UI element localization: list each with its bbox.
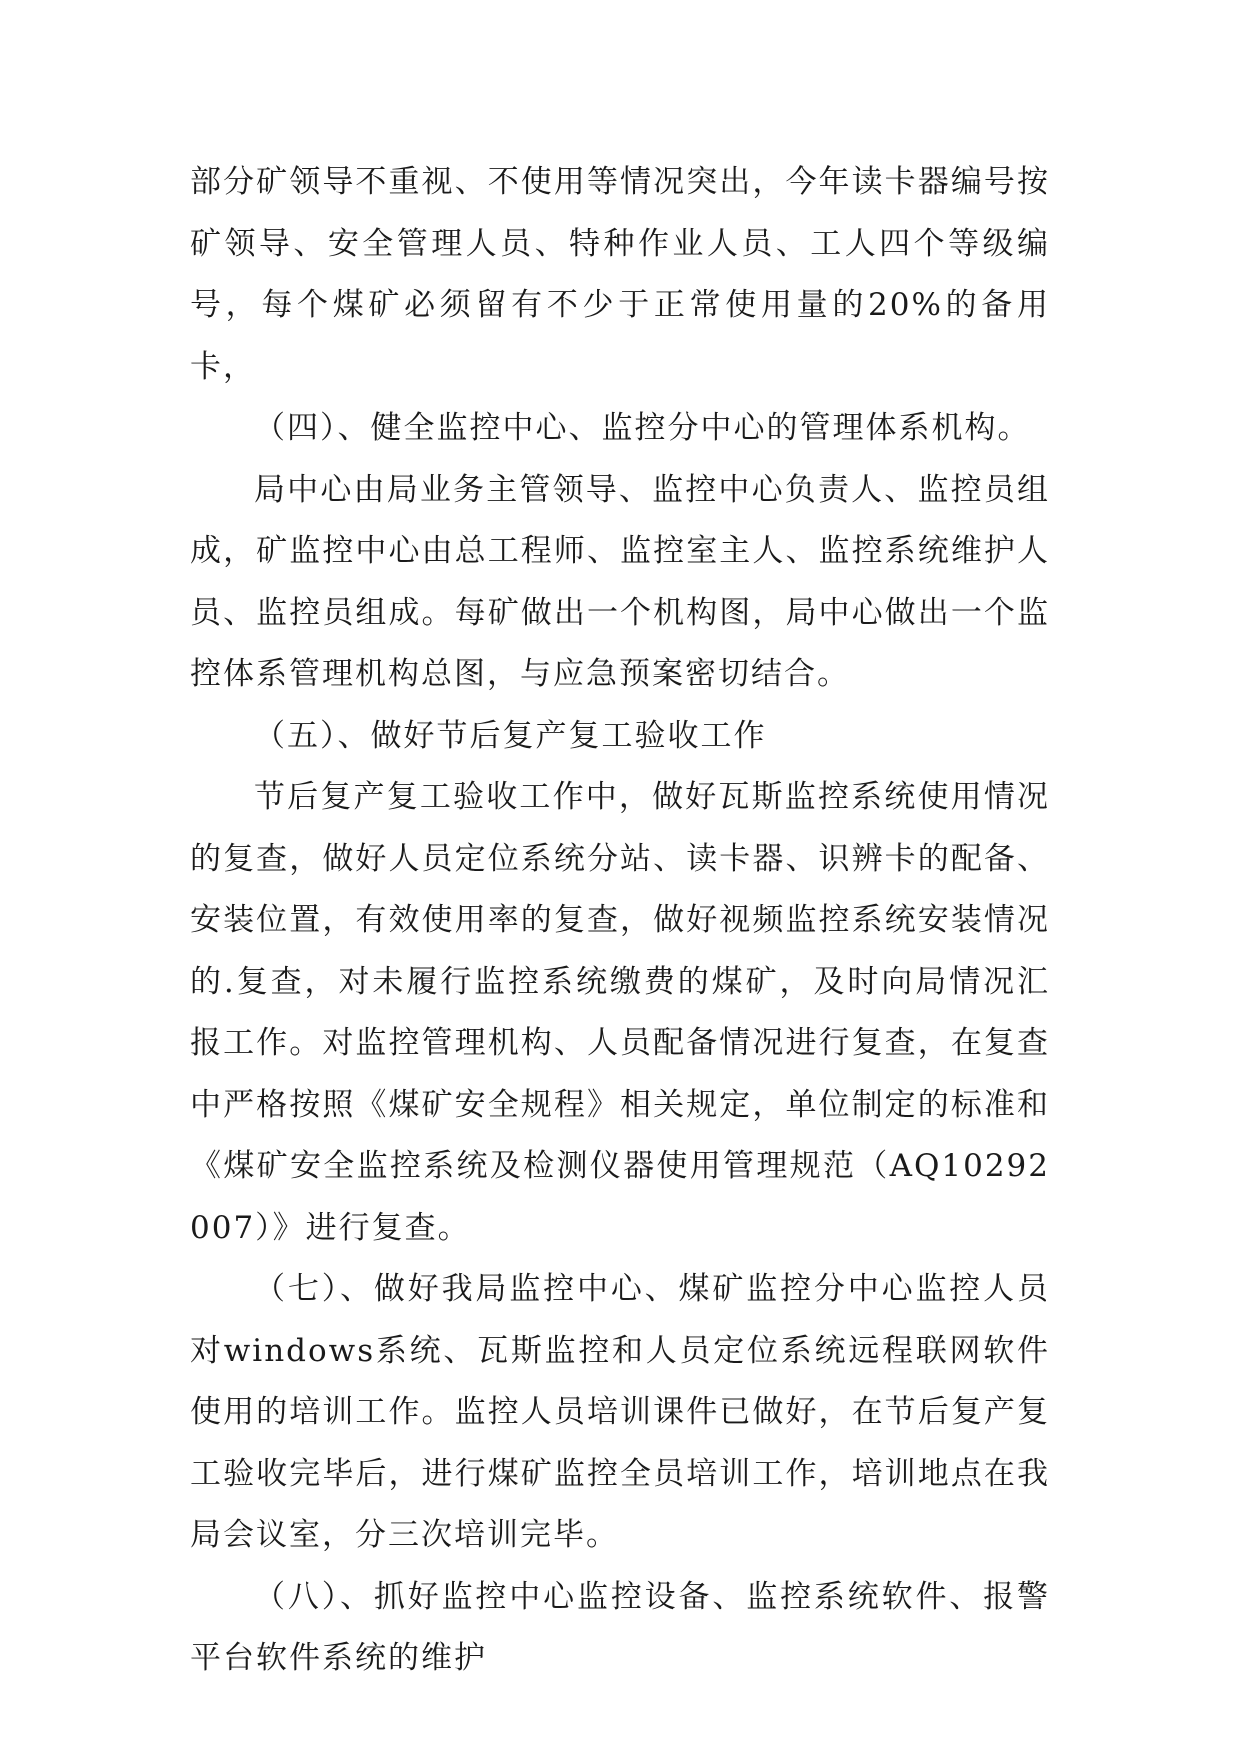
paragraph-monitoring-structure: 局中心由局业务主管领导、监控中心负责人、监控员组成，矿监控中心由总工程师、监控室主人、监控系统维护人员、监控员组成。每矿做出一个机构图，局中心做出一个监控体系管理机构总图，与应急预案密切结合。: [190, 471, 1050, 692]
section-heading-7: （七）、做好我局监控中心、煤矿监控分中心监控人员对windows系统、瓦斯监控和人员定位系统远程联网软件使用的培训工作。监控人员培训课件已做好，在节后复产复工验收完毕后，进行煤矿监控全员培训工作，培训地点在我局会议室，分三次培训完毕。: [190, 1271, 1050, 1553]
document-body: [190, 152, 1050, 1690]
section-heading-4: （四）、健全监控中心、监控分中心的管理体系机构。: [254, 410, 1031, 446]
paragraph-continuation: 部分矿领导不重视、不使用等情况突出，今年读卡器编号按矿领导、安全管理人员、特种作业人员、工人四个等级编号，每个煤矿必须留有不少于正常使用量的20%的备用卡，: [190, 164, 1050, 385]
section-heading-8: （八）、抓好监控中心监控设备、监控系统软件、报警平台软件系统的维护: [190, 1578, 1050, 1676]
paragraph-acceptance-review: 节后复产复工验收工作中，做好瓦斯监控系统使用情况的复查，做好人员定位系统分站、读卡器、识辨卡的配备、安装位置，有效使用率的复查，做好视频监控系统安装情况的.复查，对未履行监控系统缴费的煤矿，及时向局情况汇报工作。对监控管理机构、人员配备情况进行复查，在复查中严格按照《煤矿安全规程》相关规定，单位制定的标准和《煤矿安全监控系统及检测仪器使用管理规范（AQ10292007）》进行复查。: [190, 779, 1050, 1246]
section-heading-5: （五）、做好节后复产复工验收工作: [254, 717, 767, 754]
